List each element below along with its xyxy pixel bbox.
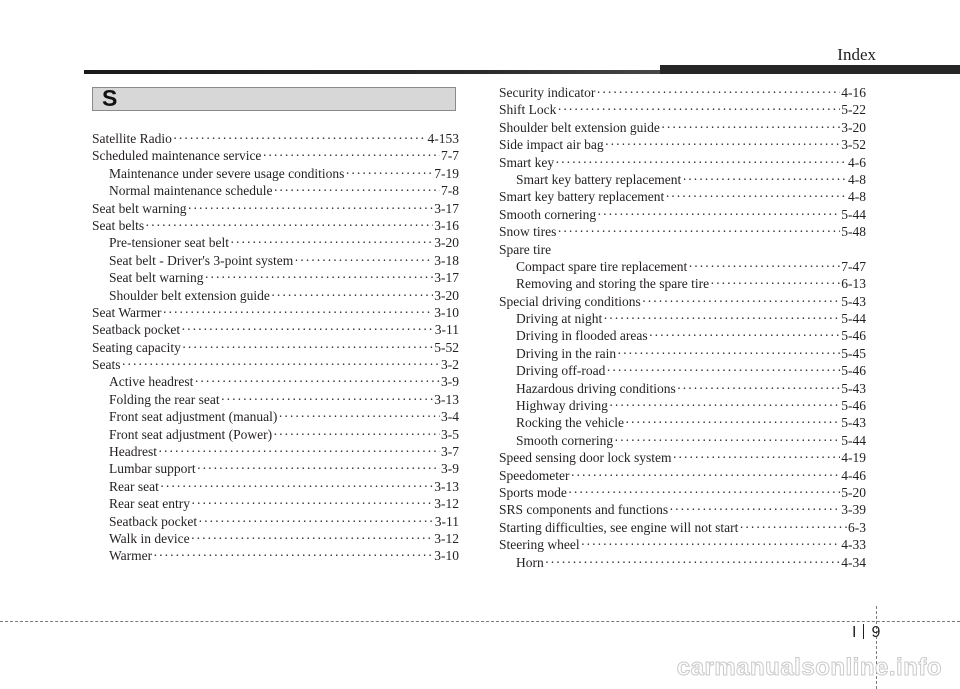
entry-label: Side impact air bag: [499, 137, 604, 153]
page-title: Index: [837, 45, 876, 64]
index-entry: [499, 501, 866, 518]
dot-leader: [204, 269, 433, 286]
entry-page: 6-13: [841, 276, 866, 292]
entry-page: 3-4: [441, 409, 459, 425]
entry-label: Front seat adjustment (Power): [109, 426, 273, 442]
page-section: I: [852, 624, 857, 641]
dot-leader: [617, 345, 840, 362]
dot-leader: [649, 327, 841, 344]
dot-leader: [555, 154, 847, 171]
entry-page: 3-9: [441, 461, 459, 477]
entry-page: 3-10: [434, 304, 459, 320]
index-entry: [499, 519, 866, 536]
index-subentry: [499, 362, 866, 379]
index-subentry: [499, 414, 866, 431]
entry-label: Seatback pocket: [109, 513, 198, 529]
entry-page: 5-44: [841, 206, 866, 222]
entry-page: 5-48: [841, 224, 866, 240]
entry-page: 3-11: [434, 322, 459, 338]
entry-page: 3-2: [441, 357, 459, 373]
index-entry: [499, 136, 866, 153]
entry-page: 4-46: [841, 467, 866, 483]
dot-leader: [661, 119, 840, 136]
dot-leader: [230, 234, 433, 251]
dot-leader: [669, 501, 840, 518]
entry-page: 4-153: [427, 131, 459, 146]
entry-page: 3-10: [434, 548, 459, 564]
entry-label: Scheduled maintenance service: [92, 148, 262, 164]
index-subentry: [92, 513, 459, 530]
section-letter: S: [102, 85, 118, 111]
entry-label: Headrest: [109, 444, 157, 460]
entry-page: 3-20: [434, 287, 459, 303]
entry-page: 3-5: [441, 426, 459, 442]
index-entry: [92, 217, 459, 234]
entry-page: 3-12: [434, 530, 459, 546]
index-subentry: [499, 310, 866, 327]
dot-leader: [273, 182, 440, 199]
entry-label: Smart key battery replacement: [499, 189, 665, 205]
index-subentry: [92, 547, 459, 564]
dot-leader: [187, 200, 433, 217]
entry-label: Highway driving: [516, 398, 608, 414]
dot-leader: [688, 258, 840, 275]
dot-leader: [557, 101, 840, 118]
index-subentry: [499, 327, 866, 344]
entry-page: 3-9: [441, 374, 459, 390]
entry-page: 4-34: [841, 554, 866, 570]
entry-label: Sports mode: [499, 484, 567, 500]
entry-label: Folding the rear seat: [109, 391, 220, 407]
entry-page: 3-7: [441, 444, 459, 460]
entry-page: 5-52: [434, 339, 459, 355]
index-column-left: [92, 130, 459, 565]
dot-leader: [545, 554, 841, 571]
dot-leader: [158, 443, 440, 460]
index-subentry: [499, 345, 866, 362]
entry-page: 3-16: [434, 217, 459, 233]
entry-page: 4-33: [841, 537, 866, 553]
entry-label: Front seat adjustment (manual): [109, 409, 278, 425]
entry-page: 3-39: [841, 502, 866, 518]
entry-label: Active headrest: [109, 374, 194, 390]
dot-leader: [278, 408, 440, 425]
entry-label: Seating capacity: [92, 339, 181, 355]
header-rule-accent: [660, 65, 960, 74]
entry-label: Starting difficulties, see engine will not start: [499, 519, 739, 535]
dot-leader: [173, 130, 427, 147]
entry-page: 7-8: [441, 183, 459, 199]
index-entry: [92, 304, 459, 321]
entry-label: Normal maintenance schedule: [109, 183, 273, 199]
entry-page: 5-43: [841, 293, 866, 309]
entry-label: Speedometer: [499, 467, 570, 483]
entry-page: 6-3: [848, 519, 866, 535]
entry-page: 5-20: [841, 484, 866, 500]
index-subentry: [92, 165, 459, 182]
entry-label: Rear seat entry: [109, 496, 190, 512]
entry-page: 3-17: [434, 200, 459, 216]
dot-leader: [642, 293, 841, 310]
dot-leader: [197, 460, 440, 477]
index-entry: [499, 536, 866, 553]
entry-page: 5-46: [841, 363, 866, 379]
entry-label: Seat belt warning: [109, 270, 204, 286]
dot-leader: [221, 391, 434, 408]
entry-page: 5-46: [841, 398, 866, 414]
dot-leader: [262, 147, 440, 164]
entry-page: 5-44: [841, 432, 866, 448]
dot-leader: [625, 414, 840, 431]
index-subentry: [499, 554, 866, 571]
entry-page: 3-20: [434, 235, 459, 251]
dot-leader: [198, 513, 434, 530]
entry-page: 5-44: [841, 311, 866, 327]
entry-label: Shoulder belt extension guide: [499, 119, 660, 135]
dot-leader: [614, 432, 840, 449]
entry-label: Seats: [92, 357, 121, 373]
dot-leader: [682, 171, 847, 188]
index-entry: [92, 321, 459, 338]
index-entry: [499, 119, 866, 136]
entry-page: 3-18: [434, 252, 459, 268]
entry-page: 4-8: [848, 171, 866, 187]
entry-label: Spare tire: [499, 241, 552, 257]
index-subentry: [499, 258, 866, 275]
index-entry: [499, 484, 866, 501]
entry-label: Compact spare tire replacement: [516, 258, 688, 274]
index-subentry: [499, 275, 866, 292]
page-num: 9: [871, 624, 881, 641]
entry-page: 4-19: [841, 450, 866, 466]
index-subentry: [92, 495, 459, 512]
entry-label: Snow tires: [499, 224, 557, 240]
entry-label: Rear seat: [109, 478, 159, 494]
entry-page: 3-12: [434, 496, 459, 512]
index-column-right: [499, 84, 866, 571]
index-subentry: [92, 269, 459, 286]
index-subentry: [92, 478, 459, 495]
dot-leader: [606, 362, 840, 379]
index-entry: [499, 223, 866, 240]
entry-label: Removing and storing the spare tire: [516, 276, 710, 292]
index-entry: [499, 241, 866, 258]
dot-leader: [568, 484, 840, 501]
entry-page: 4-8: [848, 189, 866, 205]
entry-page: 5-43: [841, 415, 866, 431]
entry-page: 4-6: [848, 154, 866, 170]
dot-leader: [596, 84, 840, 101]
entry-label: Maintenance under severe usage conditions: [109, 165, 345, 181]
entry-label: Driving off-road: [516, 363, 606, 379]
entry-label: Driving in the rain: [516, 345, 617, 361]
entry-label: Lumbar support: [109, 461, 196, 477]
entry-label: Pre-tensioner seat belt: [109, 235, 229, 251]
index-entry: [499, 206, 866, 223]
entry-page: 4-16: [841, 85, 866, 100]
entry-page: 5-43: [841, 380, 866, 396]
index-subentry: [499, 380, 866, 397]
entry-label: Rocking the vehicle: [516, 415, 624, 431]
index-entry: [92, 200, 459, 217]
entry-label: Special driving conditions: [499, 293, 641, 309]
entry-label: Steering wheel: [499, 537, 580, 553]
index-subentry: [92, 391, 459, 408]
entry-label: Shoulder belt extension guide: [109, 287, 270, 303]
entry-label: Seat Warmer: [92, 304, 162, 320]
entry-label: Driving at night: [516, 311, 603, 327]
entry-page: 3-13: [434, 478, 459, 494]
entry-label: Speed sensing door lock system: [499, 450, 672, 466]
index-subentry: [499, 397, 866, 414]
dot-leader: [581, 536, 841, 553]
dot-leader: [710, 275, 840, 292]
entry-label: Walk in device: [109, 530, 190, 546]
entry-page: 3-52: [841, 137, 866, 153]
entry-page: 7-47: [841, 258, 866, 274]
dot-leader: [191, 495, 433, 512]
index-subentry: [92, 443, 459, 460]
entry-page: 7-19: [434, 165, 459, 181]
dot-leader: [191, 530, 434, 547]
watermark: carmanualsonline.info: [676, 654, 942, 681]
entry-page: 3-20: [841, 119, 866, 135]
index-subentry: [499, 171, 866, 188]
dot-leader: [182, 339, 433, 356]
entry-label: Hazardous driving conditions: [516, 380, 676, 396]
entry-label: Shift Lock: [499, 102, 557, 118]
index-entry: [499, 84, 866, 101]
dot-leader: [145, 217, 433, 234]
entry-label: SRS components and functions: [499, 502, 669, 518]
dot-leader: [672, 449, 840, 466]
dot-leader: [194, 373, 440, 390]
dot-leader: [271, 287, 433, 304]
entry-page: 5-22: [841, 102, 866, 118]
entry-page: 5-46: [841, 328, 866, 344]
dot-leader: [153, 547, 433, 564]
index-subentry: [92, 373, 459, 390]
entry-label: Seatback pocket: [92, 322, 181, 338]
index-subentry: [92, 460, 459, 477]
entry-label: Security indicator: [499, 85, 596, 100]
entry-page: 7-7: [441, 148, 459, 164]
dot-leader: [739, 519, 847, 536]
dot-leader: [605, 136, 841, 153]
index-subentry: [92, 426, 459, 443]
entry-label: Seat belt warning: [92, 200, 187, 216]
index-entry: [92, 130, 459, 147]
dot-leader: [273, 426, 440, 443]
dot-leader: [557, 223, 840, 240]
index-subentry: [92, 408, 459, 425]
index-subentry: [92, 530, 459, 547]
index-entry: [92, 339, 459, 356]
entry-label: Smart key: [499, 154, 555, 170]
entry-label: Satellite Radio: [92, 131, 172, 146]
entry-label: Smooth cornering: [499, 206, 597, 222]
dot-leader: [122, 356, 441, 373]
dot-leader: [570, 467, 840, 484]
index-subentry: [499, 432, 866, 449]
page-number: [852, 624, 880, 642]
index-entry: [499, 154, 866, 171]
index-subentry: [92, 287, 459, 304]
entry-label: Warmer: [109, 548, 153, 564]
index-subentry: [92, 182, 459, 199]
dot-leader: [597, 206, 840, 223]
dot-leader: [294, 252, 433, 269]
index-entry: [92, 147, 459, 164]
entry-label: Smooth cornering: [516, 432, 614, 448]
dot-leader: [163, 304, 434, 321]
dot-leader: [181, 321, 434, 338]
dot-leader: [603, 310, 840, 327]
entry-label: Smart key battery replacement: [516, 171, 682, 187]
footer-divider: [0, 621, 960, 622]
entry-label: Seat belt - Driver's 3-point system: [109, 252, 294, 268]
index-entry: [499, 188, 866, 205]
entry-page: 5-45: [841, 345, 866, 361]
dot-leader: [609, 397, 840, 414]
index-entry: [499, 449, 866, 466]
index-entry: [499, 101, 866, 118]
dot-leader: [345, 165, 433, 182]
index-subentry: [92, 252, 459, 269]
index-subentry: [92, 234, 459, 251]
entry-page: 3-13: [434, 391, 459, 407]
index-entry: [499, 467, 866, 484]
entry-label: Horn: [516, 554, 544, 570]
dot-leader: [665, 188, 847, 205]
dot-leader: [160, 478, 433, 495]
entry-label: Seat belts: [92, 217, 145, 233]
index-entry: [92, 356, 459, 373]
entry-page: 3-11: [434, 513, 459, 529]
index-entry: [499, 293, 866, 310]
entry-page: 3-17: [434, 270, 459, 286]
dot-leader: [677, 380, 841, 397]
entry-label: Driving in flooded areas: [516, 328, 648, 344]
page-separator: [863, 624, 864, 639]
section-letter-box: [92, 87, 456, 111]
